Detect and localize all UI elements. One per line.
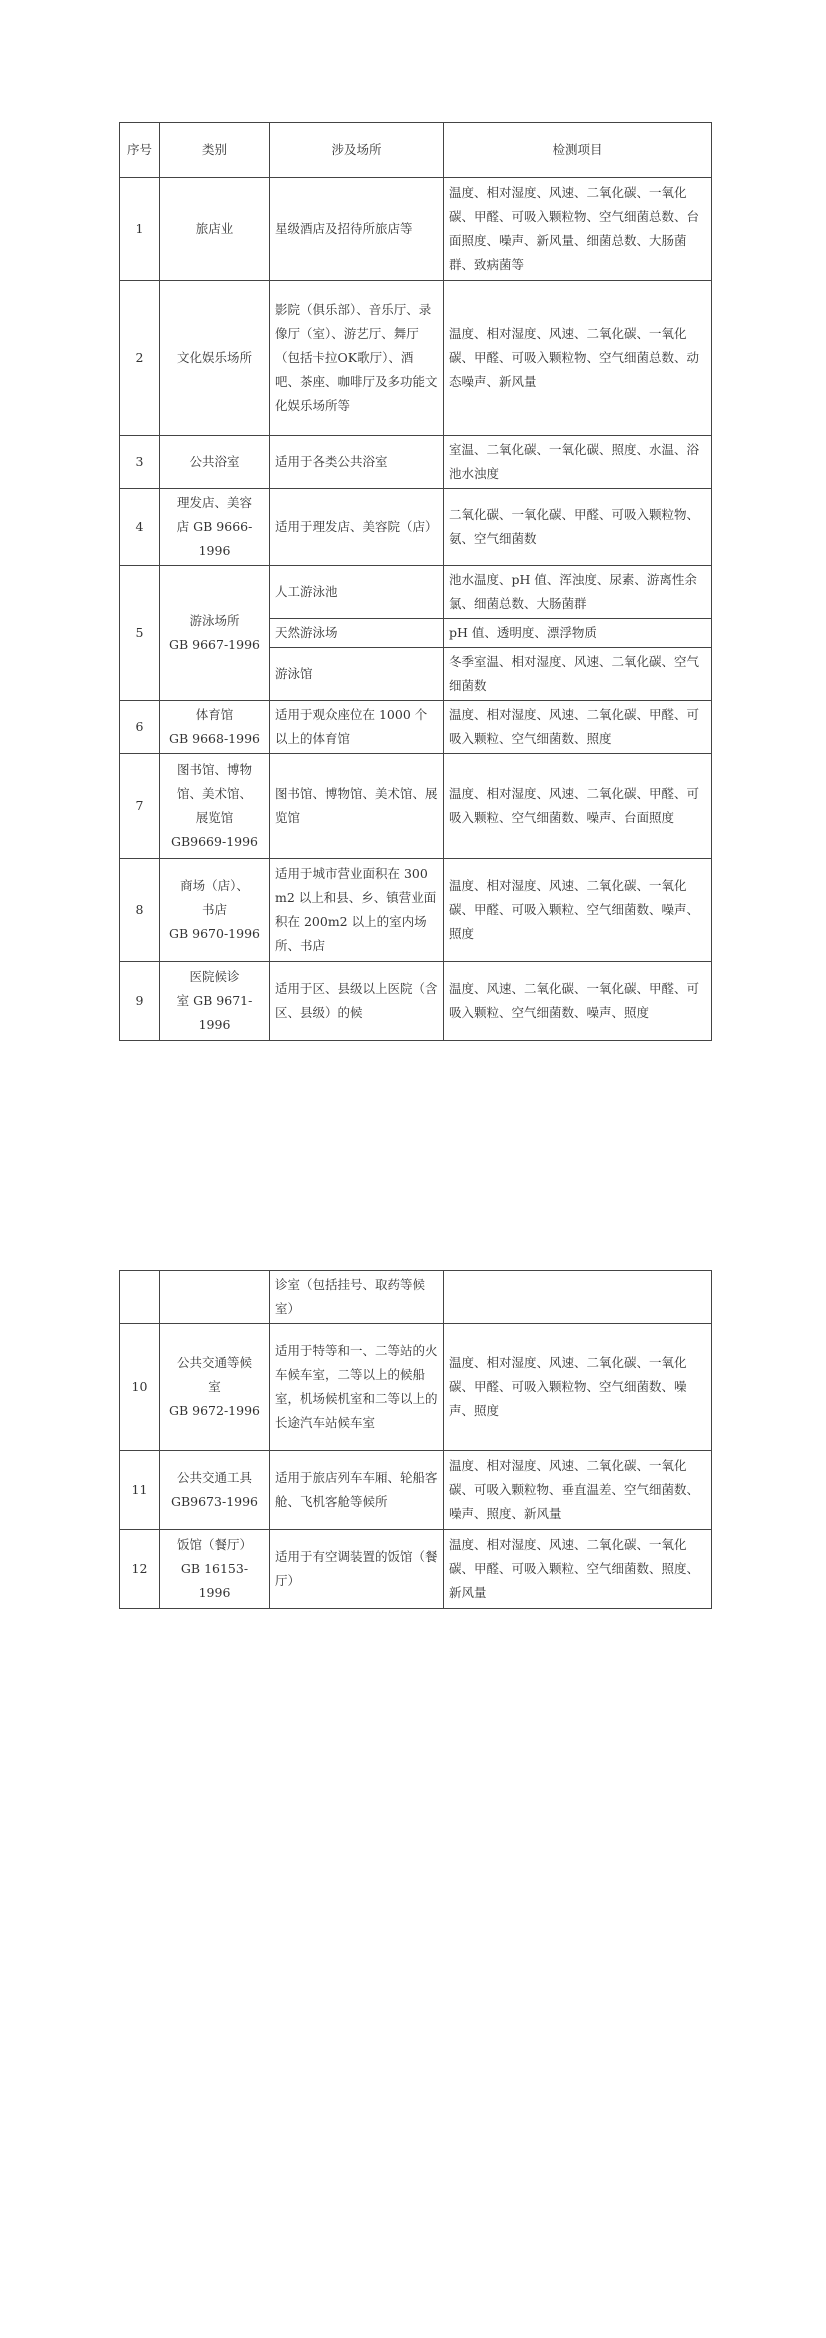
row-places: 星级酒店及招待所旅店等 bbox=[270, 178, 444, 281]
row-places: 适用于有空调装置的饭馆（餐厅） bbox=[270, 1530, 444, 1609]
row-category: 旅店业 bbox=[160, 178, 270, 281]
row-no: 2 bbox=[120, 281, 160, 436]
row-items: 温度、相对湿度、风速、二氧化碳、一氧化碳、可吸入颗粒物、垂直温差、空气细菌数、噪声、照度、新风量 bbox=[444, 1451, 712, 1530]
table-header-row bbox=[120, 123, 712, 178]
row-category: 公共交通等候 室 GB 9672-1996 bbox=[160, 1324, 270, 1451]
row-no: 3 bbox=[120, 436, 160, 489]
row-items: 二氧化碳、一氧化碳、甲醛、可吸入颗粒物、氨、空气细菌数 bbox=[444, 489, 712, 566]
inspection-table-page2 bbox=[119, 1270, 712, 1609]
row-no: 9 bbox=[120, 962, 160, 1041]
row-no: 6 bbox=[120, 701, 160, 754]
row-items: 温度、相对湿度、风速、二氧化碳、一氧化碳、甲醛、可吸入颗粒、空气细菌数、照度、新风量 bbox=[444, 1530, 712, 1609]
header-no: 序号 bbox=[120, 123, 160, 178]
table-row bbox=[120, 1324, 712, 1451]
row-items: pH 值、透明度、漂浮物质 bbox=[444, 619, 712, 648]
row-category: 图书馆、博物 馆、美术馆、 展览馆 GB9669-1996 bbox=[160, 754, 270, 859]
row-no: 10 bbox=[120, 1324, 160, 1451]
table-row bbox=[120, 962, 712, 1041]
row-category: 饭馆（餐厅） GB 16153- 1996 bbox=[160, 1530, 270, 1609]
table-row bbox=[120, 281, 712, 436]
row-items: 温度、相对湿度、风速、二氧化碳、一氧化碳、甲醛、可吸入颗粒物、空气细菌总数、台面照度、噪声、新风量、细菌总数、大肠菌群、致病菌等 bbox=[444, 178, 712, 281]
row-items: 温度、风速、二氧化碳、一氧化碳、甲醛、可吸入颗粒、空气细菌数、噪声、照度 bbox=[444, 962, 712, 1041]
row-items: 温度、相对湿度、风速、二氧化碳、一氧化碳、甲醛、可吸入颗粒、空气细菌数、噪声、照度 bbox=[444, 859, 712, 962]
row-category: 体育馆 GB 9668-1996 bbox=[160, 701, 270, 754]
row-category: 公共浴室 bbox=[160, 436, 270, 489]
table-row bbox=[120, 178, 712, 281]
table-row bbox=[120, 754, 712, 859]
row-items: 池水温度、pH 值、浑浊度、尿素、游离性余氯、细菌总数、大肠菌群 bbox=[444, 566, 712, 619]
row-items: 温度、相对湿度、风速、二氧化碳、甲醛、可吸入颗粒、空气细菌数、噪声、台面照度 bbox=[444, 754, 712, 859]
table-row bbox=[120, 859, 712, 962]
row-places: 适用于城市营业面积在 300 m2 以上和县、乡、镇营业面积在 200m2 以上的室内场所、书店 bbox=[270, 859, 444, 962]
table-row bbox=[120, 489, 712, 566]
row-category: 商场（店）、 书店 GB 9670-1996 bbox=[160, 859, 270, 962]
table-row bbox=[120, 1451, 712, 1530]
row-places: 适用于旅店列车车厢、轮船客舱、飞机客舱等候所 bbox=[270, 1451, 444, 1530]
row-places: 适用于区、县级以上医院（含区、县级）的候 bbox=[270, 962, 444, 1041]
row-category: 游泳场所 GB 9667-1996 bbox=[160, 566, 270, 701]
row-category: 理发店、美容 店 GB 9666- 1996 bbox=[160, 489, 270, 566]
table-continuation-row bbox=[120, 1271, 712, 1324]
row-items: 温度、相对湿度、风速、二氧化碳、一氧化碳、甲醛、可吸入颗粒物、空气细菌数、噪声、照度 bbox=[444, 1324, 712, 1451]
row-category: 医院候诊 室 GB 9671- 1996 bbox=[160, 962, 270, 1041]
row-category: 公共交通工具 GB9673-1996 bbox=[160, 1451, 270, 1530]
row-no: 12 bbox=[120, 1530, 160, 1609]
row-no: 7 bbox=[120, 754, 160, 859]
row-places: 诊室（包括挂号、取药等候室） bbox=[270, 1271, 444, 1324]
table-row bbox=[120, 436, 712, 489]
row-no: 5 bbox=[120, 566, 160, 701]
row-items: 温度、相对湿度、风速、二氧化碳、甲醛、可吸入颗粒、空气细菌数、照度 bbox=[444, 701, 712, 754]
row-items: 室温、二氧化碳、一氧化碳、照度、水温、浴池水浊度 bbox=[444, 436, 712, 489]
row-places: 游泳馆 bbox=[270, 648, 444, 701]
row-no: 4 bbox=[120, 489, 160, 566]
row-category: 文化娱乐场所 bbox=[160, 281, 270, 436]
row-places: 人工游泳池 bbox=[270, 566, 444, 619]
header-places: 涉及场所 bbox=[270, 123, 444, 178]
row-places: 影院（俱乐部）、音乐厅、录像厅（室）、游艺厅、舞厅（包括卡拉OK歌厅）、酒吧、茶座、咖啡厅及多功能文化娱乐场所等 bbox=[270, 281, 444, 436]
row-places: 适用于特等和一、二等站的火车候车室，二等以上的候船室，机场候机室和二等以上的长途汽车站候车室 bbox=[270, 1324, 444, 1451]
row-no: 11 bbox=[120, 1451, 160, 1530]
row-places: 适用于观众座位在 1000 个以上的体育馆 bbox=[270, 701, 444, 754]
header-items: 检测项目 bbox=[444, 123, 712, 178]
row-items: 温度、相对湿度、风速、二氧化碳、一氧化碳、甲醛、可吸入颗粒物、空气细菌总数、动态噪声、新风量 bbox=[444, 281, 712, 436]
row-places: 适用于理发店、美容院（店） bbox=[270, 489, 444, 566]
row-places: 图书馆、博物馆、美术馆、展览馆 bbox=[270, 754, 444, 859]
header-category: 类别 bbox=[160, 123, 270, 178]
row-places: 天然游泳场 bbox=[270, 619, 444, 648]
table-row bbox=[120, 1530, 712, 1609]
table-row bbox=[120, 701, 712, 754]
inspection-table-page1 bbox=[119, 122, 712, 1041]
row-items: 冬季室温、相对湿度、风速、二氧化碳、空气细菌数 bbox=[444, 648, 712, 701]
row-no: 8 bbox=[120, 859, 160, 962]
row-places: 适用于各类公共浴室 bbox=[270, 436, 444, 489]
table-row bbox=[120, 566, 712, 619]
row-no: 1 bbox=[120, 178, 160, 281]
